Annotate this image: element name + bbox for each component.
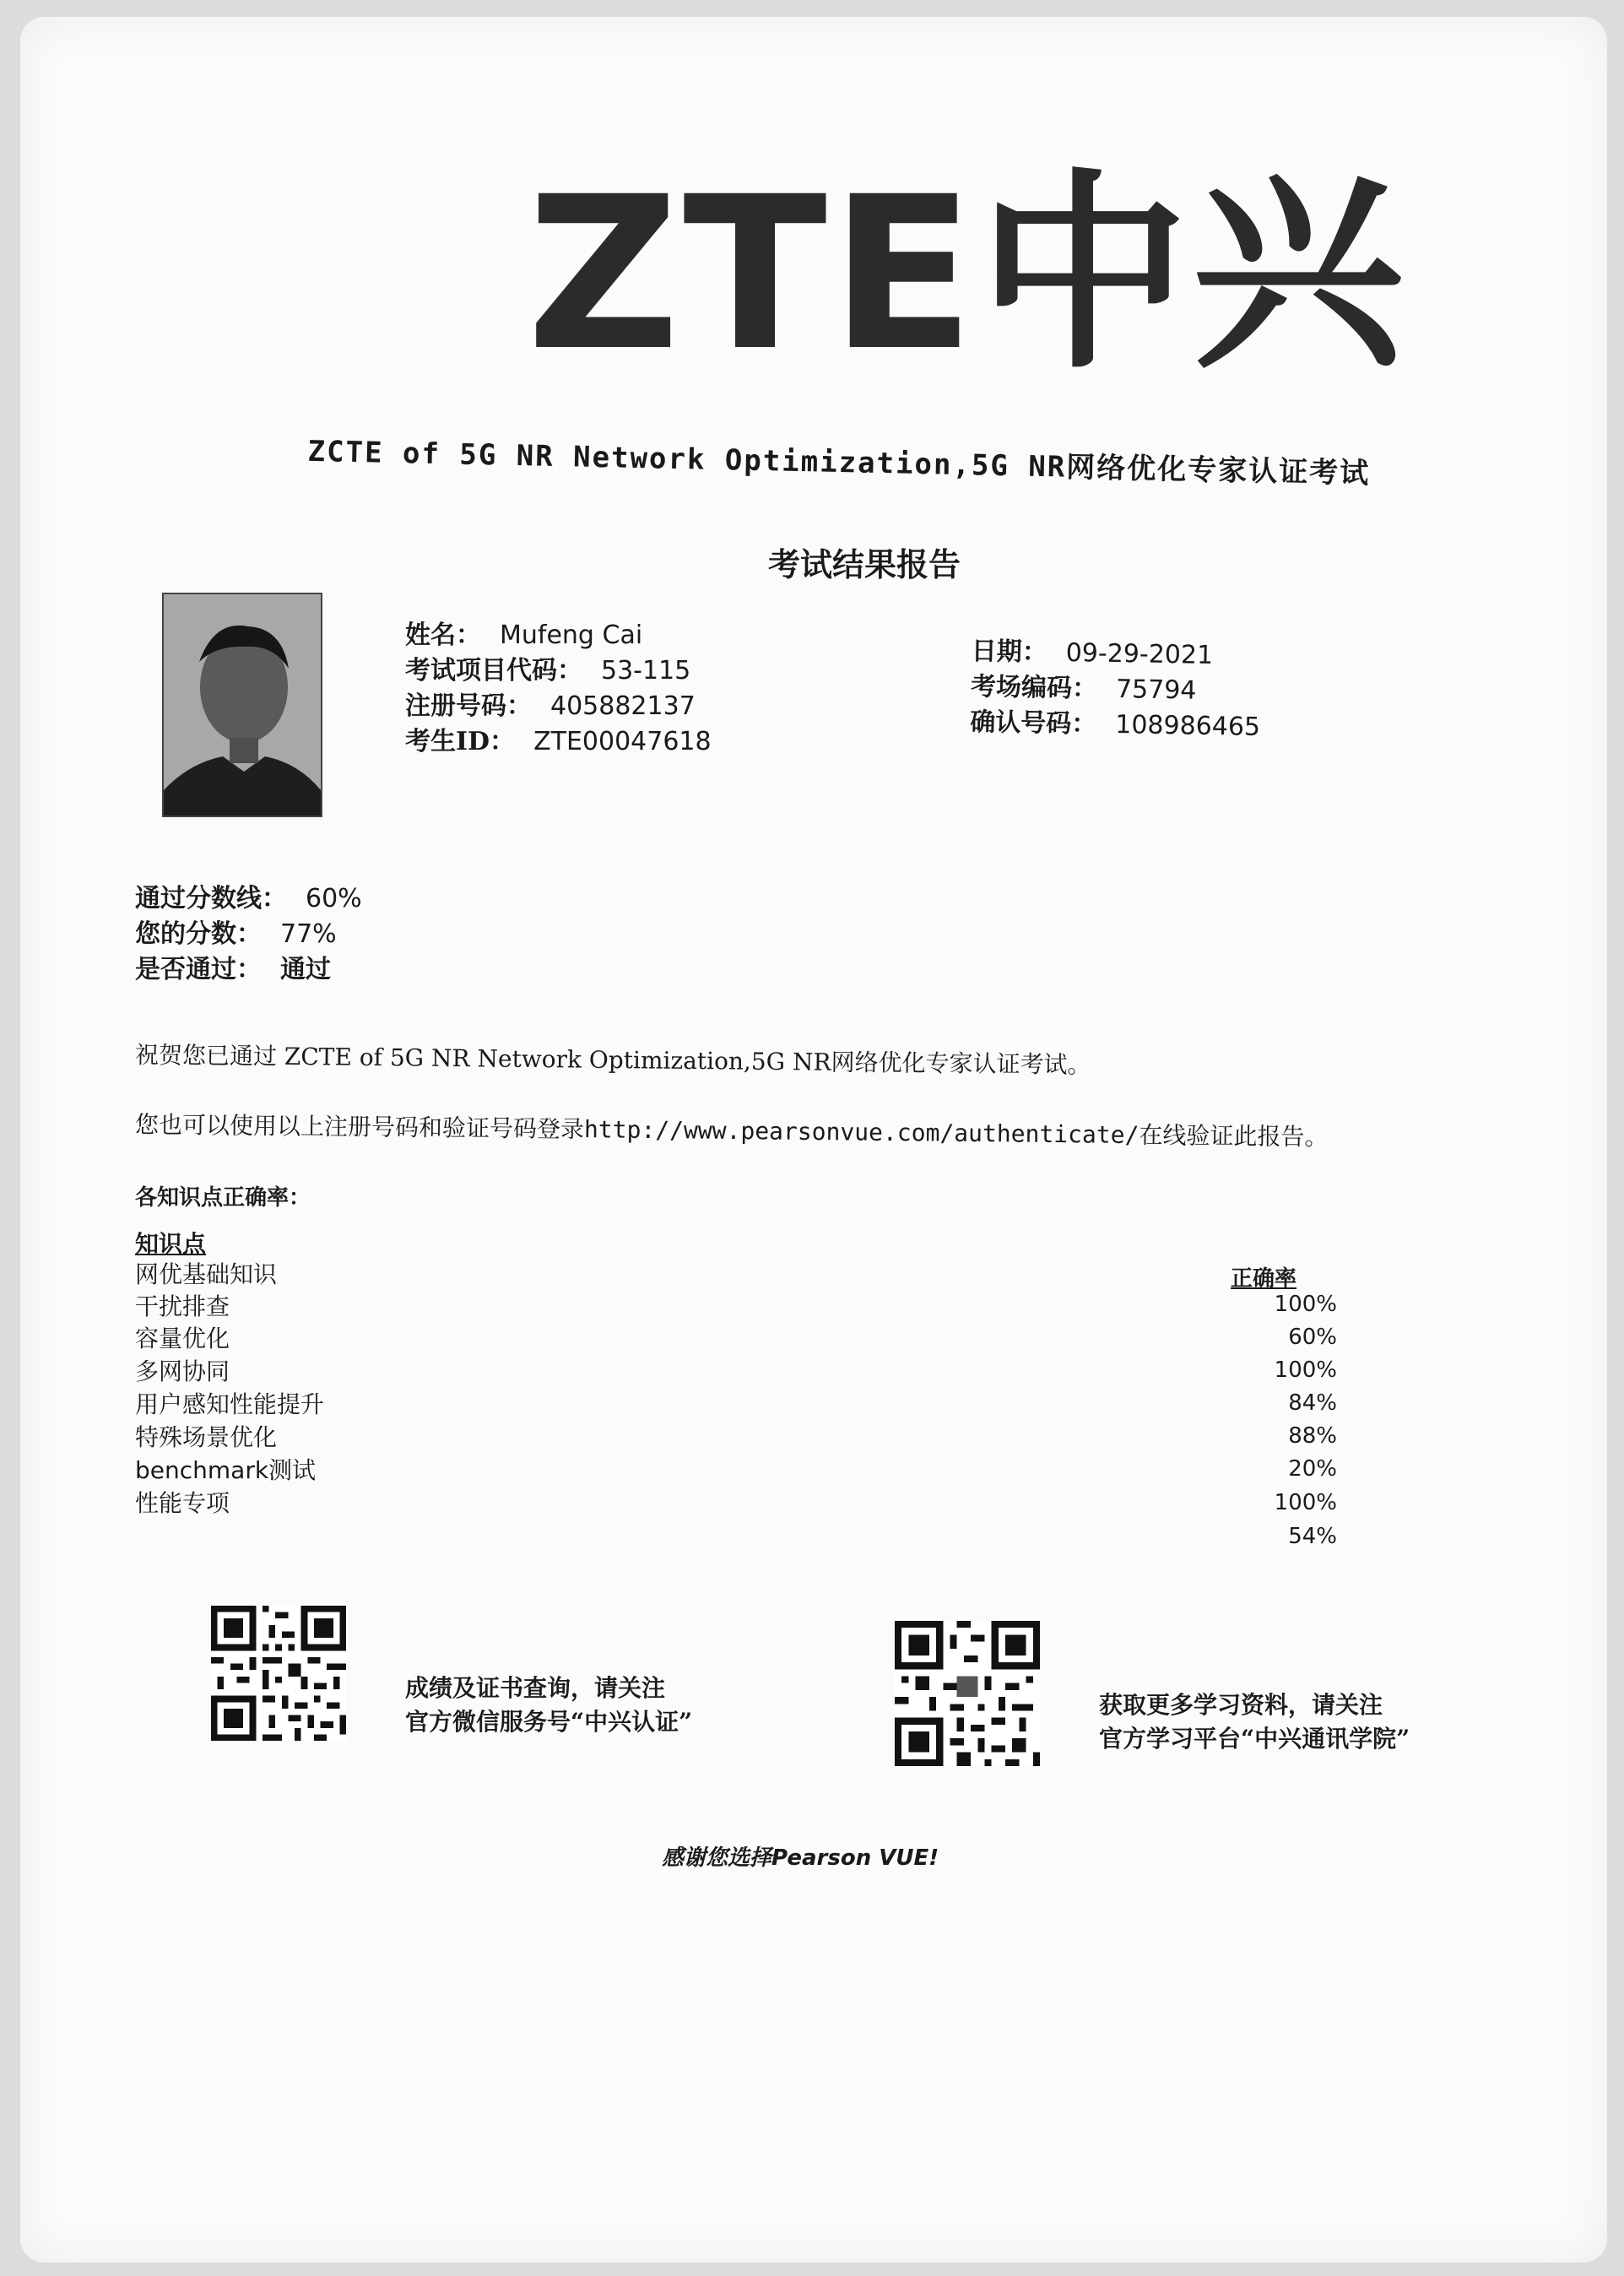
candidate-photo [162,593,322,817]
qr-code-icon [211,1606,346,1741]
topic-rate: 100% [1274,1292,1337,1317]
registration-number: 405882137 [550,691,696,721]
candidate-name: Mufeng Cai [500,620,643,650]
date-label: 日期： [971,637,1048,668]
exam-code: 53-115 [601,656,691,686]
rate-column-header: 正确率 [1231,1266,1297,1292]
zte-logo-text: ZTE中兴 [527,151,1407,397]
congrats-message: 祝贺您已通过 ZCTE of 5G NR Network Optimization,5G NR网络优化专家认证考试。 [134,1041,1091,1079]
site-label: 考场编码： [970,672,1098,704]
passing-score-row [135,881,362,917]
wechat-qr-line2: 官方微信服务号“中兴认证” [405,1708,693,1736]
verify-url: http://www.pearsonvue.com/authenticate/ [583,1115,1140,1150]
passing-score: 60% [306,884,362,913]
candidate-id: ZTE00047618 [533,727,712,756]
topic-name: 容量优化 [135,1325,230,1352]
site-code: 75794 [1115,675,1197,706]
academy-qr-line1: 获取更多学习资料，请关注 [1099,1691,1383,1719]
candidate-id-label: 考生ID： [405,727,516,756]
academy-qr-code [895,1621,1040,1766]
confirmation-label: 确认号码： [969,707,1097,740]
wechat-qr-line1: 成绩及证书查询，请关注 [405,1674,666,1702]
pass-status-label: 是否通过： [135,955,262,984]
report-title: 考试结果报告 [767,545,961,583]
qr-code-icon [895,1621,1040,1766]
topic-rate: 100% [1274,1490,1337,1515]
wechat-qr-code [211,1606,346,1741]
name-label: 姓名： [405,620,481,650]
score-report-page [20,17,1607,2262]
zte-logo [527,151,1407,397]
verify-message [135,1107,1329,1153]
topic-column-header: 知识点 [135,1230,207,1258]
confirmation-number: 108986465 [1114,709,1261,742]
academy-qr-caption [1099,1688,1410,1756]
registration-row [405,689,712,724]
passing-score-label: 通过分数线： [135,884,287,913]
topic-rate: 100% [1274,1357,1337,1383]
pass-status: 通过 [280,955,331,984]
confirmation-row [970,705,1260,745]
your-score-row [135,917,362,952]
exam-date: 09-29-2021 [1065,637,1214,671]
topic-name: 特殊场景优化 [135,1423,278,1451]
date-row [971,634,1261,675]
topic-rate: 88% [1288,1423,1337,1449]
wechat-qr-caption [405,1672,692,1739]
topic-rate: 60% [1288,1325,1337,1350]
registration-label: 注册号码： [405,691,532,721]
topic-rate: 84% [1288,1390,1337,1416]
candidate-info [405,618,712,760]
verify-prefix: 您也可以使用以上注册号码和验证号码登录 [134,1110,585,1144]
exam-title: ZCTE of 5G NR Network Optimization,5G NR网络优化专家认证考试 [307,434,1371,491]
site-row [971,669,1261,710]
topic-name: benchmark测试 [135,1456,317,1484]
topic-rate: 20% [1288,1456,1337,1482]
name-row [405,618,712,653]
accuracy-heading: 各知识点正确率： [135,1185,311,1211]
academy-qr-line2: 官方学习平台“中兴通讯学院” [1099,1725,1410,1753]
exam-info [970,634,1262,745]
topic-rate: 54% [1288,1524,1337,1549]
candidate-id-row [405,724,712,760]
score-summary [135,881,362,988]
exam-code-label: 考试项目代码： [405,656,582,686]
exam-code-row [405,653,712,689]
topic-name: 干扰排查 [135,1292,230,1320]
thanks-footer: 感谢您选择Pearson VUE! [662,1845,939,1871]
topic-name: 性能专项 [135,1489,230,1517]
person-silhouette-icon [164,594,321,816]
your-score-label: 您的分数： [135,919,262,949]
pass-status-row [135,952,362,988]
topic-name: 多网协同 [135,1357,230,1385]
topic-name: 网优基础知识 [135,1260,278,1288]
verify-suffix: 在线验证此报告。 [1139,1121,1329,1152]
topic-name: 用户感知性能提升 [135,1390,325,1418]
your-score: 77% [280,919,337,949]
